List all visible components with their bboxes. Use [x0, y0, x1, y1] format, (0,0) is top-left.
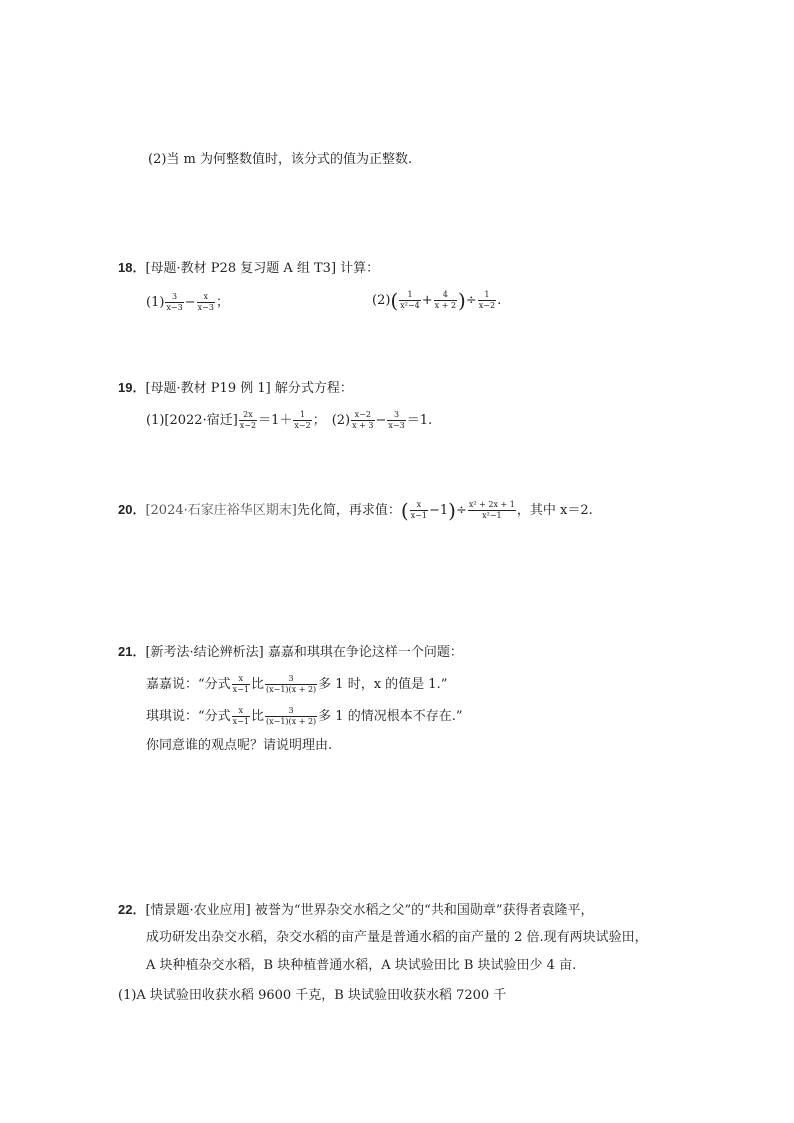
- q21-number: 21．: [118, 644, 146, 659]
- q18-part1: (1) $\frac{3}{x-3}$ − $\frac{x}{x-3}$ ；: [146, 292, 229, 312]
- q18-p2-frac1: $\frac{1}{\text{x²−4}}$: [400, 290, 420, 310]
- q20-number: 20．: [118, 502, 146, 517]
- q21-heading: [118, 642, 463, 663]
- q19-p2-frac1: $\frac{x-2}{x + 3}$: [352, 410, 374, 430]
- q18-heading: [118, 258, 379, 279]
- q22-number: 22．: [118, 902, 146, 917]
- q18-text: [母题·教材 P28 复习题 A 组 T3] 计算：: [145, 261, 380, 276]
- q20-text: 先化简，再求值：: [296, 503, 401, 518]
- q19-p1-frac2: $\frac{1}{x-2}$: [294, 410, 311, 430]
- q19-number: 19．: [118, 380, 146, 395]
- q18-p2-frac2: $\frac{4}{x + 2}$: [434, 290, 457, 310]
- q21-l2-frac2: $\frac{3}{(x-1)(x + 2)}$: [265, 706, 317, 726]
- q19-text: [母题·教材 P19 例 1] 解分式方程：: [145, 381, 353, 396]
- q22-line2: 成功研发出杂交水稻，杂交水稻的亩产量是普通水稻的亩产量的 2 倍.现有两块试验田，: [146, 930, 648, 945]
- q21-question: 你同意谁的观点呢？请说明理由.: [146, 738, 333, 753]
- q18-part2: (2)( $\frac{1}{\text{x²−4}}$ + $\frac{4}{x + 2}$ )÷ $\frac{1}{x-2}$ .: [372, 288, 502, 313]
- q18-p1-frac2: $\frac{x}{x-3}$: [197, 292, 214, 312]
- q19-part1-label: (1)[2022·宿迁]: [146, 413, 238, 428]
- q21-jiajia: 嘉嘉说：“分式 $\frac{x}{x-1}$ 比 $\frac{3}{(x-1)(x + 2)}$ 多 1 时，x 的值是 1.”: [146, 674, 448, 694]
- q20-frac1: $\frac{x}{x-1}$: [410, 500, 427, 520]
- q22-line1: 22．[情景题·农业应用] 被誉为“世界杂交水稻之父”的“共和国勋章”获得者袁隆平，: [118, 902, 594, 918]
- q20-source: [2024·石家庄裕华区期末]: [145, 503, 297, 518]
- q21-l2-frac1: $\frac{x}{x-1}$: [232, 706, 249, 726]
- q19-heading: [118, 378, 353, 399]
- q18-part2-label: (2): [372, 293, 391, 308]
- q21-l1-frac2: $\frac{3}{(x-1)(x + 2)}$: [265, 674, 317, 694]
- q19-p1-frac1: $\frac{2x}{x-2}$: [239, 410, 257, 430]
- q20-tail: ，其中 x＝2.: [516, 503, 593, 518]
- q19-p2-frac2: $\frac{3}{x-3}$: [388, 410, 405, 430]
- q21-l1-frac1: $\frac{x}{x-1}$: [232, 674, 249, 694]
- q22-line3: A 块种植杂交水稻，B 块种植普通水稻，A 块试验田比 B 块试验田少 4 亩.: [146, 958, 577, 973]
- q21-qiqi: 琪琪说：“分式 $\frac{x}{x-1}$ 比 $\frac{3}{(x-1)(x + 2)}$ 多 1 的情况根本不存在.”: [146, 706, 463, 726]
- q18-number: 18．: [118, 260, 146, 275]
- q17-part2: (2)当 m 为何整数值时，该分式的值为正整数.: [148, 152, 413, 167]
- q20-frac2: $\frac{\text{x² + 2x + 1}}{\text{x²−1}}$: [468, 500, 515, 520]
- q21-text: [新考法·结论辨析法] 嘉嘉和琪琪在争论这样一个问题：: [145, 645, 463, 660]
- q18-part1-label: (1): [146, 295, 165, 310]
- q18-p2-frac3: $\frac{1}{x-2}$: [478, 290, 496, 310]
- q22-line4: (1)A 块试验田收获水稻 9600 千克，B 块试验田收获水稻 7200 千: [118, 988, 507, 1003]
- q19-part2-label: (2): [331, 413, 351, 428]
- q19-parts: (1)[2022·宿迁] $\frac{2x}{x-2}$ ＝1＋ $\frac{1}{x-2}$ ； (2) $\frac{x-2}{x + 3}$ − $\frac{3}{x-3}$ ＝1.: [146, 410, 433, 430]
- q18-p1-frac1: $\frac{3}{x-3}$: [166, 292, 183, 312]
- q20-line: 20．[2024·石家庄裕华区期末]先化简，再求值：( $\frac{x}{x-1}$ −1)÷ $\frac{\text{x² + 2x + 1}}{\text{x²−1}}$ ，其中 x＝2.: [118, 498, 593, 523]
